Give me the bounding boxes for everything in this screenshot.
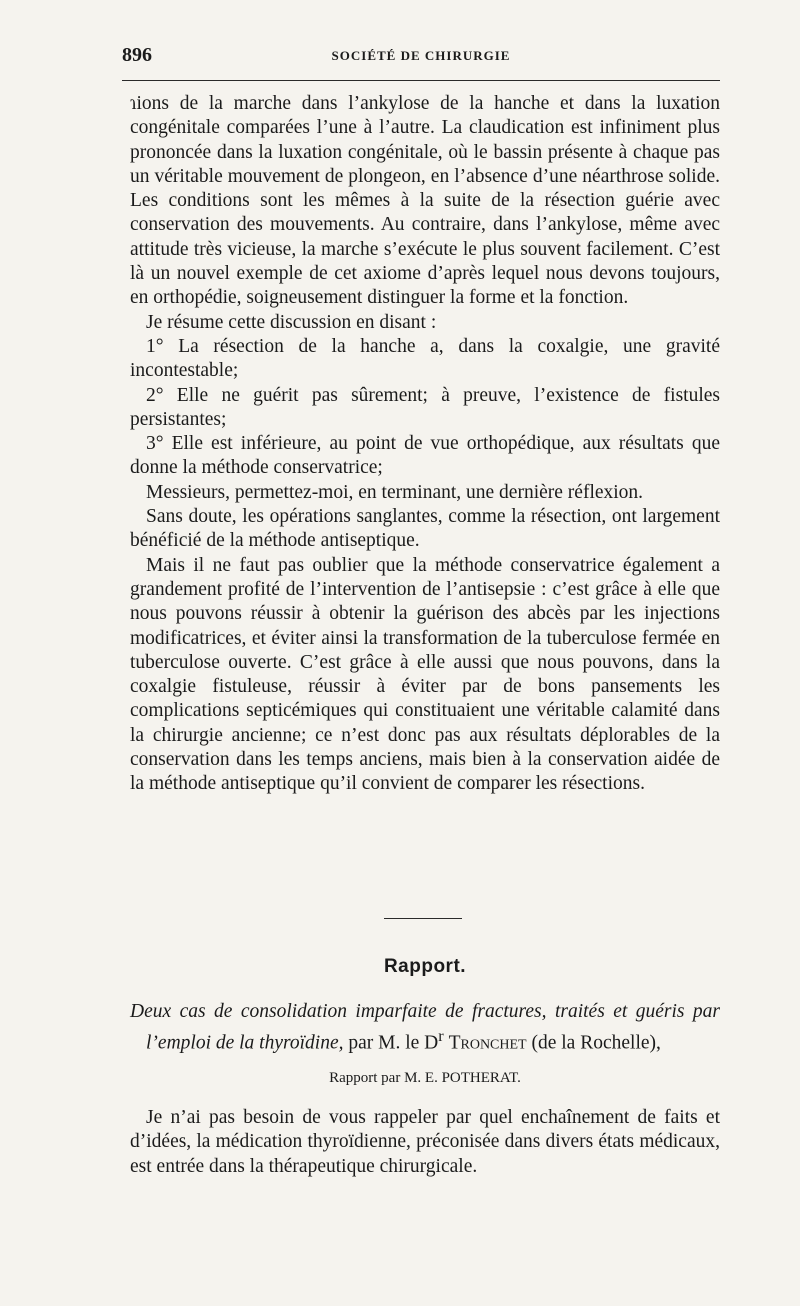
- report-text: [130, 1106, 720, 1179]
- report-title-sup: r: [438, 1027, 444, 1046]
- paragraph: ɿions de la marche dans l’ankylose de la hanche et dans la luxation congénitale comparées l’une à l’autre. La claudication est infiniment plus prononcée dans la luxation congénitale, où le bassin présente à chaque pas un véritable mouvement de plongeon, en l’absence d’une néarthrose solide. Les conditions sont les mêmes à la suite de la résection guérie avec conservation des mouvements. Au contraire, dans l’ankylose, même avec attitude très vicieuse, la marche s’exécute le plus souvent facilement. C’est là un nouvel exemple de cet axiome d’après lequel nous devons toujours, en orthopédie, soigneusement distinguer la forme et la fonction.: [130, 93, 720, 309]
- running-title: SOCIÉTÉ DE CHIRURGIE: [331, 48, 511, 63]
- report-title-italic: Deux cas de consolidation imparfaite de fractures, traités et guéris par l’emploi de la thyroïdine,: [130, 1001, 720, 1054]
- header-rule: [122, 80, 720, 81]
- report-heading: [130, 1000, 720, 1056]
- author-name: Tronchet: [448, 1032, 527, 1054]
- paragraph: 2° Elle ne guérit pas sûrement; à preuve, l’existence de fistules persistantes;: [130, 384, 720, 430]
- paragraph: 3° Elle est inférieure, au point de vue orthopédique, aux résultats que donne la méthode conservatrice;: [130, 433, 720, 479]
- paragraph: Je résume cette discussion en disant :: [146, 311, 437, 333]
- paragraph: Mais il ne faut pas oublier que la méthode conservatrice également a grandement profité de l’intervention de l’antisepsie : c’est grâce à elle que nous pouvons réussir à obtenir la guérison des abcès par les injections modificatrices, et éviter ainsi la transformation de la tuberculose fermée en tuberculose ouverte. C’est grâce à elle aussi que nous pouvons, dans la coxalgie fistuleuse, réussir à éviter par de bons pansements les complications septicémiques qui constituaient une véritable calamité dans la chirurgie ancienne; ce n’est donc pas aux résultats déplorables de la conservation dans les temps anciens, mais bien à la conservation aidée de la méthode antiseptique qu’il convient de comparer les résections.: [130, 554, 720, 795]
- author-place: (de la Rochelle),: [531, 1032, 661, 1054]
- paragraph: Messieurs, permettez-moi, en terminant, une dernière réflexion.: [146, 481, 644, 503]
- paragraph: 1° La résection de la hanche a, dans la coxalgie, une gravité incontestable;: [130, 335, 720, 382]
- main-text: [130, 92, 720, 797]
- paragraph: Sans doute, les opérations sanglantes, comme la résection, ont largement bénéficié de la méthode antiseptique.: [130, 506, 720, 552]
- page-header: [122, 44, 720, 72]
- report-byline: Rapport par M. E. POTHERAT.: [329, 1070, 521, 1086]
- section-separator: [384, 918, 462, 919]
- paragraph: Je n’ai pas besoin de vous rappeler par quel enchaînement de faits et d’idées, la médication thyroïdienne, préconisée dans divers états médicaux, est entrée dans la thérapeutique chirurgicale.: [130, 1107, 720, 1177]
- page-number: 896: [122, 44, 152, 66]
- report-title: [130, 1000, 720, 1056]
- section-title: Rapport.: [383, 956, 467, 977]
- report-title-by: par M. le D: [348, 1032, 439, 1054]
